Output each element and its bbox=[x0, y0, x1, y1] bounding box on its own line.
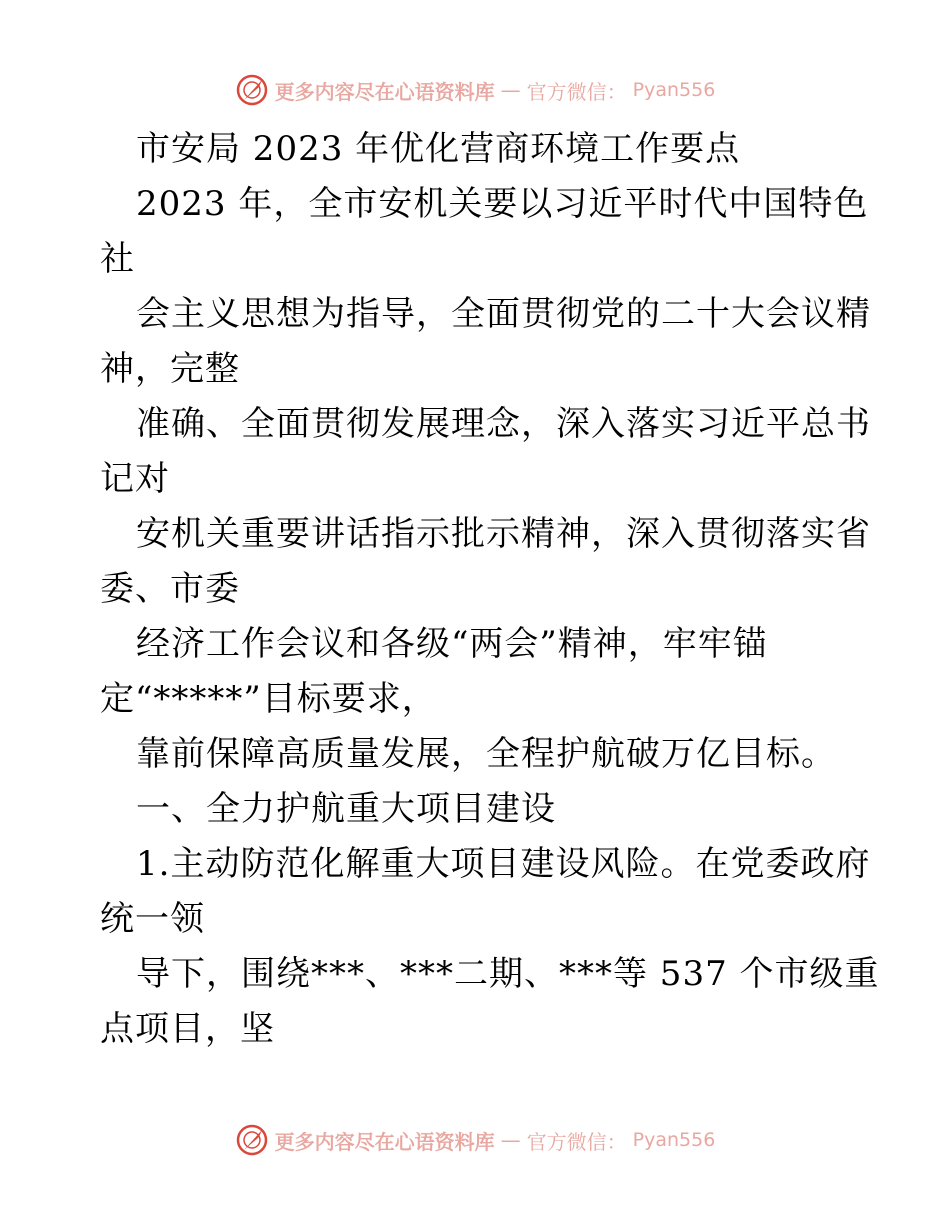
watermark-main-text: 更多内容尽在心语资料库 bbox=[274, 79, 495, 104]
paragraph-line: 会主义思想为指导，全面贯彻党的二十大会议精 bbox=[136, 294, 871, 334]
watermark-main-text: 更多内容尽在心语资料库 bbox=[274, 1129, 495, 1154]
watermark-contact-label: 官方微信： bbox=[526, 1129, 627, 1154]
watermark-contact-id: Pyan556 bbox=[632, 1129, 716, 1151]
watermark-separator: — bbox=[500, 1128, 521, 1152]
paragraph-line: 导下，围绕***、***二期、***等 537 个市级重 bbox=[136, 954, 880, 994]
footer-watermark bbox=[0, 1120, 950, 1160]
paragraph-line: 安机关重要讲话指示批示精神，深入贯彻落实省 bbox=[136, 514, 871, 554]
watermark-contact-id: Pyan556 bbox=[632, 79, 716, 101]
paragraph-line: 委、市委 bbox=[100, 569, 240, 609]
document-body bbox=[100, 122, 880, 1057]
quill-seal-icon bbox=[235, 1123, 269, 1157]
paragraph-line: 准确、全面贯彻发展理念，深入落实习近平总书 bbox=[136, 404, 871, 444]
paragraph-line: 记对 bbox=[100, 459, 170, 499]
paragraph-line: 统一领 bbox=[100, 899, 205, 939]
paragraph-line: 2023 年，全市安机关要以习近平时代中国特色 bbox=[136, 184, 869, 224]
quill-seal-icon bbox=[235, 73, 269, 107]
paragraph-line: 1.主动防范化解重大项目建设风险。在党委政府 bbox=[136, 844, 871, 884]
document-title: 市安局 2023 年优化营商环境工作要点 bbox=[136, 129, 741, 169]
header-watermark bbox=[0, 70, 950, 110]
paragraph-line: 定“*****”目标要求， bbox=[100, 679, 437, 719]
paragraph-line: 社 bbox=[100, 239, 135, 279]
paragraph-line: 靠前保障高质量发展，全程护航破万亿目标。 bbox=[136, 734, 836, 774]
watermark-separator: — bbox=[500, 78, 521, 102]
paragraph-line: 点项目，坚 bbox=[100, 1009, 275, 1049]
paragraph-line: 经济工作会议和各级“两会”精神，牢牢锚 bbox=[136, 624, 768, 664]
paragraph-line: 神，完整 bbox=[100, 349, 240, 389]
watermark-contact-label: 官方微信： bbox=[526, 79, 627, 104]
section-heading: 一、全力护航重大项目建设 bbox=[136, 789, 556, 829]
